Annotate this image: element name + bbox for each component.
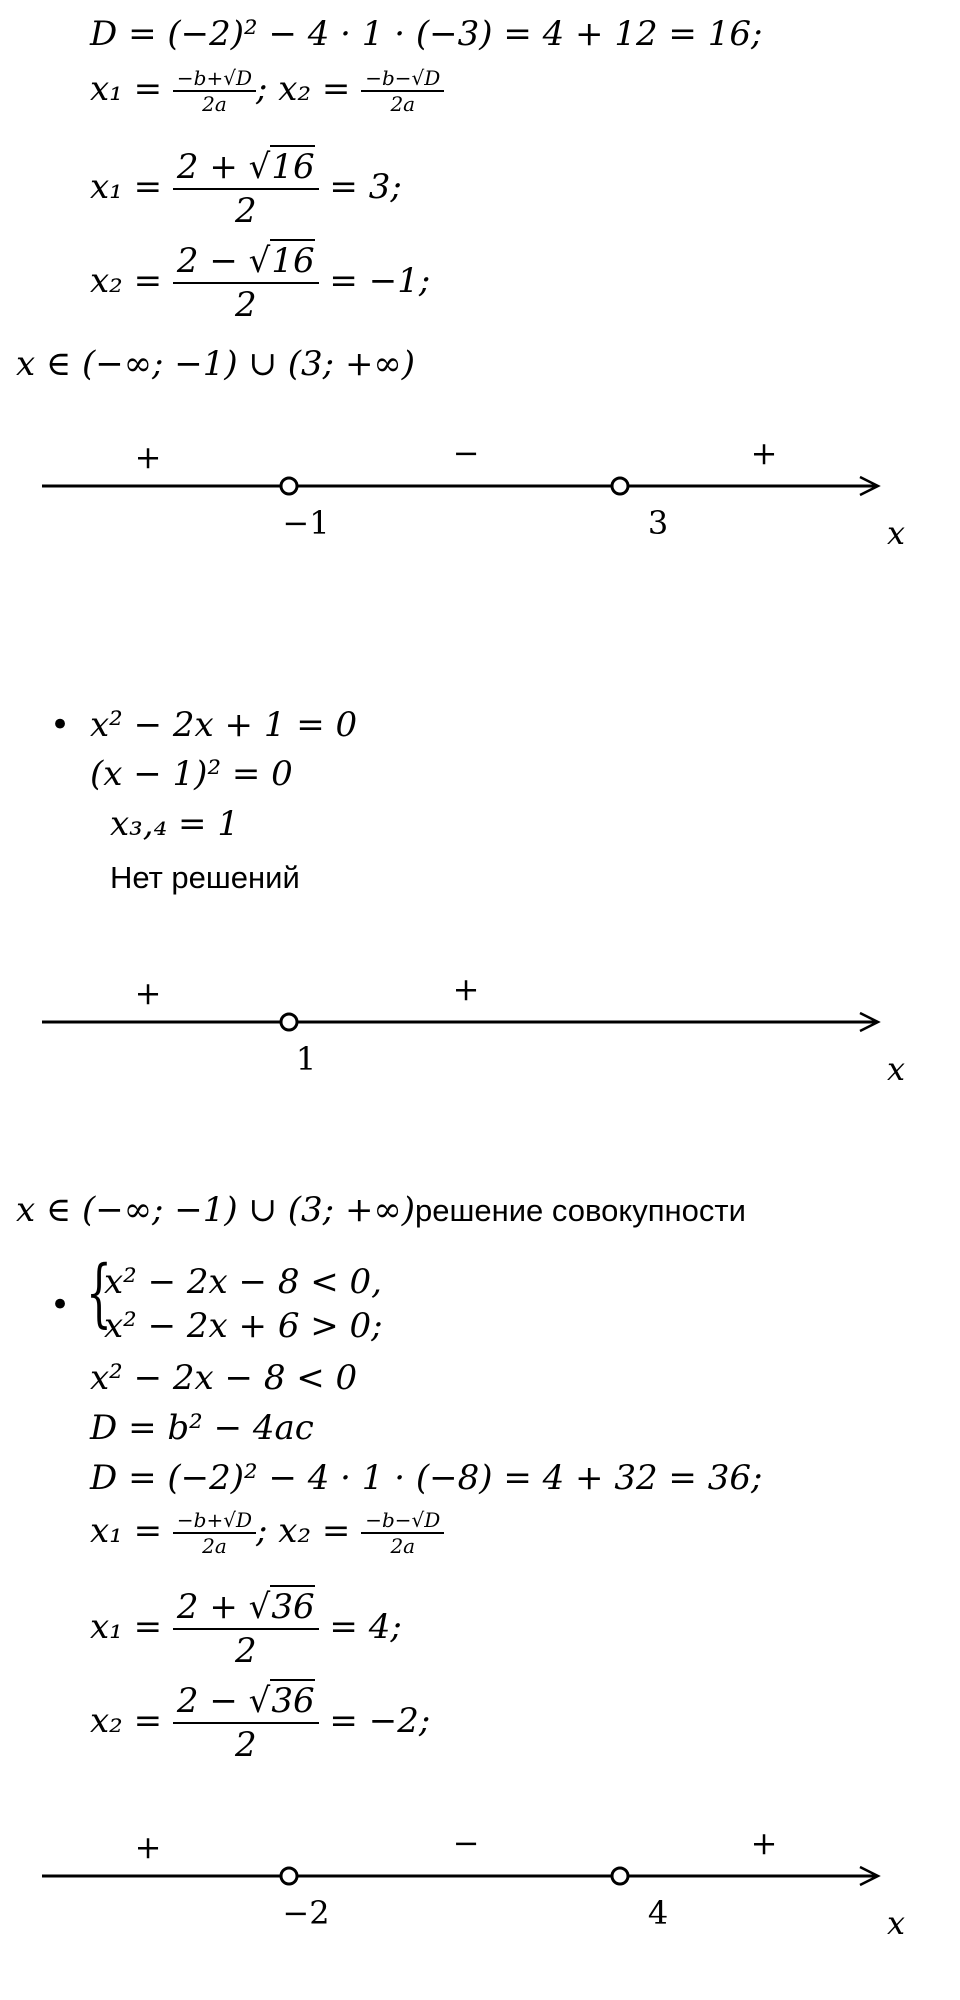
- open-point-1: [281, 1014, 297, 1030]
- x1-calculation-1: x₁ = $\frac{2 + √16}{2}$ = 3;: [90, 147, 402, 231]
- quadratic-equation: x² − 2x + 1 = 0: [90, 705, 358, 745]
- axis-variable-2: x: [886, 1050, 906, 1088]
- no-solutions-text: Нет решений: [110, 860, 300, 895]
- square-form: (x − 1)² = 0: [90, 754, 293, 794]
- point-label-4: 4: [647, 1894, 669, 1932]
- discriminant-formula: D = b² − 4ac: [90, 1408, 314, 1448]
- x2-fraction-2: $\frac{2 - √36}{2}$: [173, 1680, 319, 1766]
- system-brace: {: [86, 1250, 112, 1336]
- point-label-3: 3: [647, 504, 669, 542]
- point-label-minus2: −2: [282, 1894, 330, 1932]
- open-point-minus2: [281, 1868, 297, 1884]
- x1-fraction: $\frac{2 + √16}{2}$: [173, 146, 319, 232]
- point-label-1: 1: [295, 1040, 317, 1078]
- sign-middle-3: −: [452, 1824, 480, 1862]
- x2-calculation-1: x₂ = $\frac{2 - √16}{2}$ = −1;: [90, 241, 431, 325]
- point-label-minus1: −1: [282, 504, 330, 542]
- root-formula-line-2: x₁ = $\frac{-b+√D}{2a}$ ; x₂ = $\frac{-b-√D}{2a}$: [90, 1508, 444, 1558]
- x2-formula-fraction: $\frac{-b-√D}{2a}$: [361, 66, 444, 116]
- x1-fraction-2: $\frac{2 + √36}{2}$: [173, 1586, 319, 1672]
- sign-right-2: +: [452, 970, 480, 1008]
- sign-left-3: +: [134, 1828, 162, 1866]
- open-point-3: [612, 478, 628, 494]
- double-root: x₃,₄ = 1: [110, 804, 239, 844]
- x1-formula-fraction-2: $\frac{-b+√D}{2a}$: [173, 1508, 256, 1558]
- discriminant-line-1: D = (−2)² − 4 · 1 · (−3) = 4 + 12 = 16;: [90, 14, 763, 54]
- root-formula-line-1: x₁ = $\frac{-b+√D}{2a}$ ; x₂ = $\frac{-b-√D}{2a}$: [90, 66, 444, 116]
- open-point-4: [612, 1868, 628, 1884]
- x2-fraction: $\frac{2 - √16}{2}$: [173, 240, 319, 326]
- x1-formula-fraction: $\frac{-b+√D}{2a}$: [173, 66, 256, 116]
- open-point-minus1: [281, 478, 297, 494]
- sign-right: +: [750, 434, 778, 472]
- system-ineq-2: x² − 2x + 6 > 0;: [104, 1306, 383, 1346]
- x2-calculation-2: x₂ = $\frac{2 - √36}{2}$ = −2;: [90, 1681, 431, 1765]
- sign-right-3: +: [750, 1824, 778, 1862]
- combined-answer: x ∈ (−∞; −1) ∪ (3; +∞)решение совокупности: [16, 1190, 746, 1230]
- axis-variable-3: x: [886, 1904, 906, 1942]
- discriminant-line-2: D = (−2)² − 4 · 1 · (−8) = 4 + 32 = 36;: [90, 1458, 763, 1498]
- number-line-1: [0, 420, 960, 550]
- system-ineq-1: x² − 2x − 8 < 0,: [104, 1262, 382, 1302]
- inequality-line: x² − 2x − 8 < 0: [90, 1358, 358, 1398]
- number-line-3: [0, 1810, 960, 1960]
- axis-variable: x: [886, 514, 906, 550]
- bullet-1: •: [50, 705, 71, 745]
- sign-left: +: [134, 438, 162, 476]
- x1-calculation-2: x₁ = $\frac{2 + √36}{2}$ = 4;: [90, 1587, 402, 1671]
- sign-middle: −: [452, 434, 480, 472]
- number-line-2: [0, 960, 960, 1090]
- bullet-2: •: [50, 1285, 71, 1325]
- sign-left-2: +: [134, 974, 162, 1012]
- interval-answer-1: x ∈ (−∞; −1) ∪ (3; +∞): [16, 344, 416, 384]
- x2-formula-fraction-2: $\frac{-b-√D}{2a}$: [361, 1508, 444, 1558]
